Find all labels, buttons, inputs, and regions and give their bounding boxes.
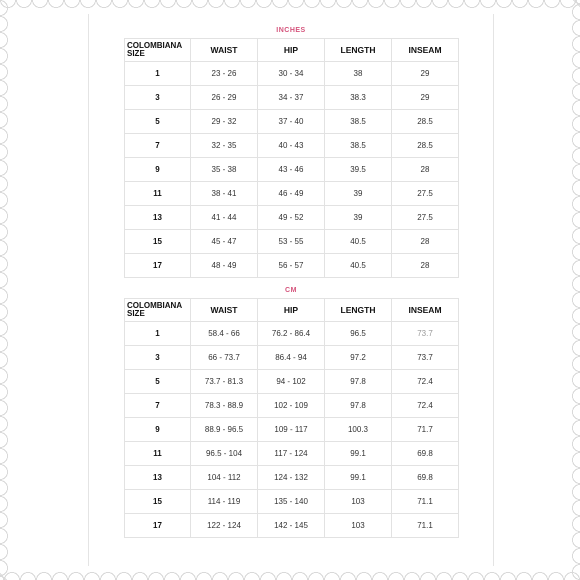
length-cell: 103 [325, 490, 392, 514]
size-cell: 15 [125, 490, 191, 514]
hip-cell: 49 - 52 [258, 206, 325, 230]
size-cell: 1 [125, 62, 191, 86]
header-inseam: INSEAM [392, 39, 459, 62]
scalloped-border-left [0, 0, 12, 580]
hip-cell: 30 - 34 [258, 62, 325, 86]
size-cell: 3 [125, 86, 191, 110]
hip-cell: 37 - 40 [258, 110, 325, 134]
inseam-cell: 72.4 [392, 394, 459, 418]
table-row [125, 370, 459, 394]
header-length: LENGTH [325, 39, 392, 62]
length-cell: 38.3 [325, 86, 392, 110]
size-cell: 15 [125, 230, 191, 254]
table-row [125, 346, 459, 370]
table-row [125, 514, 459, 538]
hip-cell: 109 - 117 [258, 418, 325, 442]
header-waist: WAIST [191, 39, 258, 62]
hip-cell: 86.4 - 94 [258, 346, 325, 370]
table-row [125, 206, 459, 230]
inches-section-title: INCHES [276, 27, 306, 34]
table-row [125, 182, 459, 206]
length-cell: 39 [325, 206, 392, 230]
header-hip: HIP [258, 299, 325, 322]
table-row [125, 62, 459, 86]
inseam-cell: 69.8 [392, 442, 459, 466]
waist-cell: 114 - 119 [191, 490, 258, 514]
waist-cell: 23 - 26 [191, 62, 258, 86]
inseam-cell: 71.1 [392, 514, 459, 538]
hip-cell: 53 - 55 [258, 230, 325, 254]
length-cell: 97.8 [325, 370, 392, 394]
length-cell: 99.1 [325, 466, 392, 490]
inseam-cell: 27.5 [392, 182, 459, 206]
waist-cell: 104 - 112 [191, 466, 258, 490]
hip-cell: 135 - 140 [258, 490, 325, 514]
table-row [125, 134, 459, 158]
size-cell: 3 [125, 346, 191, 370]
size-cell: 13 [125, 466, 191, 490]
table-row [125, 158, 459, 182]
inseam-cell: 28 [392, 158, 459, 182]
hip-cell: 94 - 102 [258, 370, 325, 394]
size-cell: 11 [125, 182, 191, 206]
size-cell: 5 [125, 110, 191, 134]
length-cell: 97.8 [325, 394, 392, 418]
waist-cell: 26 - 29 [191, 86, 258, 110]
waist-cell: 29 - 32 [191, 110, 258, 134]
hip-cell: 142 - 145 [258, 514, 325, 538]
inseam-cell: 29 [392, 86, 459, 110]
length-cell: 99.1 [325, 442, 392, 466]
length-cell: 40.5 [325, 230, 392, 254]
header-hip: HIP [258, 39, 325, 62]
inches-table [124, 38, 459, 278]
waist-cell: 88.9 - 96.5 [191, 418, 258, 442]
length-cell: 38.5 [325, 110, 392, 134]
size-cell: 1 [125, 322, 191, 346]
hip-cell: 124 - 132 [258, 466, 325, 490]
header-inseam: INSEAM [392, 299, 459, 322]
cm-section-title: CM [285, 287, 297, 294]
waist-cell: 41 - 44 [191, 206, 258, 230]
table-row [125, 230, 459, 254]
header-waist: WAIST [191, 299, 258, 322]
cm-header-row [125, 299, 459, 322]
header-size: COLOMBIANA SIZE [125, 299, 191, 322]
waist-cell: 35 - 38 [191, 158, 258, 182]
length-cell: 97.2 [325, 346, 392, 370]
scalloped-border-top [0, 0, 580, 12]
size-chart-sheet [88, 14, 494, 566]
hip-cell: 102 - 109 [258, 394, 325, 418]
length-cell: 103 [325, 514, 392, 538]
header-size: COLOMBIANA SIZE [125, 39, 191, 62]
length-cell: 96.5 [325, 322, 392, 346]
hip-cell: 46 - 49 [258, 182, 325, 206]
inches-header-row [125, 39, 459, 62]
table-row [125, 86, 459, 110]
size-cell: 5 [125, 370, 191, 394]
hip-cell: 117 - 124 [258, 442, 325, 466]
inseam-cell: 29 [392, 62, 459, 86]
scalloped-border-right [568, 0, 580, 580]
length-cell: 38.5 [325, 134, 392, 158]
waist-cell: 58.4 - 66 [191, 322, 258, 346]
scalloped-border-bottom [0, 568, 580, 580]
inseam-cell: 71.7 [392, 418, 459, 442]
length-cell: 40.5 [325, 254, 392, 278]
table-row [125, 418, 459, 442]
hip-cell: 40 - 43 [258, 134, 325, 158]
inseam-cell: 28.5 [392, 110, 459, 134]
inseam-cell: 73.7 [392, 322, 459, 346]
hip-cell: 34 - 37 [258, 86, 325, 110]
length-cell: 38 [325, 62, 392, 86]
inseam-cell: 28 [392, 254, 459, 278]
waist-cell: 78.3 - 88.9 [191, 394, 258, 418]
inseam-cell: 28 [392, 230, 459, 254]
size-cell: 9 [125, 158, 191, 182]
length-cell: 100.3 [325, 418, 392, 442]
header-length: LENGTH [325, 299, 392, 322]
waist-cell: 48 - 49 [191, 254, 258, 278]
size-cell: 9 [125, 418, 191, 442]
size-cell: 7 [125, 134, 191, 158]
waist-cell: 45 - 47 [191, 230, 258, 254]
inseam-cell: 71.1 [392, 490, 459, 514]
hip-cell: 76.2 - 86.4 [258, 322, 325, 346]
table-row [125, 442, 459, 466]
size-cell: 17 [125, 514, 191, 538]
waist-cell: 73.7 - 81.3 [191, 370, 258, 394]
hip-cell: 43 - 46 [258, 158, 325, 182]
inseam-cell: 69.8 [392, 466, 459, 490]
size-cell: 11 [125, 442, 191, 466]
inseam-cell: 27.5 [392, 206, 459, 230]
table-row [125, 466, 459, 490]
waist-cell: 66 - 73.7 [191, 346, 258, 370]
waist-cell: 32 - 35 [191, 134, 258, 158]
length-cell: 39.5 [325, 158, 392, 182]
table-row [125, 254, 459, 278]
inseam-cell: 28.5 [392, 134, 459, 158]
size-cell: 13 [125, 206, 191, 230]
inseam-cell: 73.7 [392, 346, 459, 370]
waist-cell: 38 - 41 [191, 182, 258, 206]
table-row [125, 490, 459, 514]
waist-cell: 122 - 124 [191, 514, 258, 538]
size-cell: 17 [125, 254, 191, 278]
table-row [125, 110, 459, 134]
table-row [125, 394, 459, 418]
cm-table [124, 298, 459, 538]
hip-cell: 56 - 57 [258, 254, 325, 278]
table-row [125, 322, 459, 346]
waist-cell: 96.5 - 104 [191, 442, 258, 466]
length-cell: 39 [325, 182, 392, 206]
size-cell: 7 [125, 394, 191, 418]
inseam-cell: 72.4 [392, 370, 459, 394]
